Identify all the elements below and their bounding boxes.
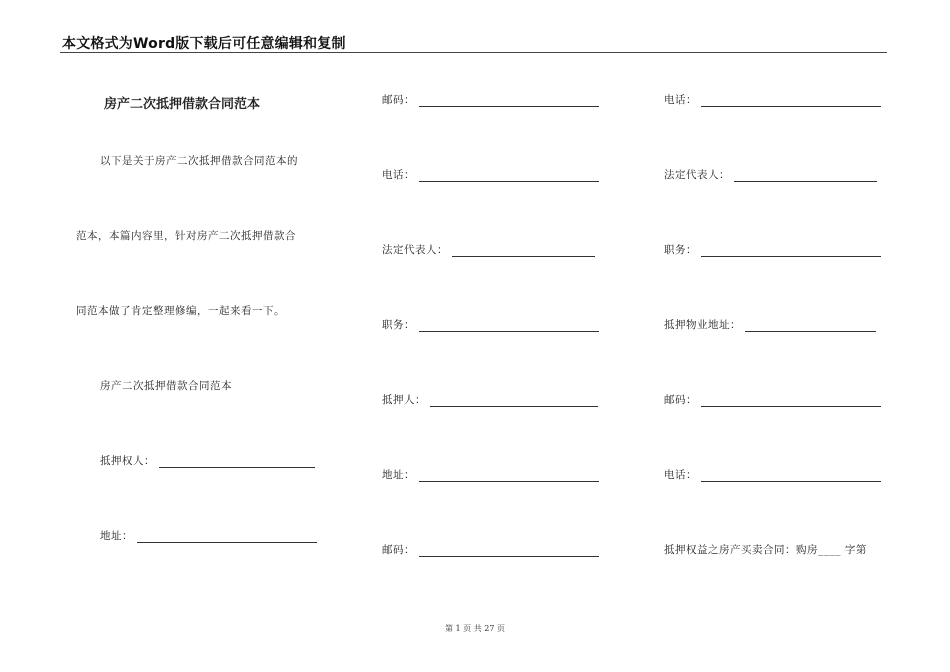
- postcode-blank-line-3: [701, 396, 881, 407]
- mortgagee-field: [100, 453, 315, 468]
- property-address-blank-line: [745, 321, 876, 332]
- address-field: [100, 528, 317, 543]
- mortgagee-label: 抵押权人：: [100, 455, 155, 467]
- intro-line-2: 范本，本篇内容里，针对房产二次抵押借款合: [76, 230, 296, 242]
- phone-label-3a: 电话：: [664, 94, 697, 106]
- position-label-3: 职务：: [664, 244, 697, 256]
- phone-blank-line: [419, 171, 599, 182]
- legal-rep-label: 法定代表人：: [382, 244, 448, 256]
- address-blank-line: [137, 532, 317, 543]
- mortgagor-blank-line: [430, 396, 598, 407]
- document-title: 房产二次抵押借款合同范本: [104, 97, 261, 112]
- phone-blank-line-3a: [701, 96, 881, 107]
- position-label: 职务：: [382, 319, 415, 331]
- postcode-label-1: 邮码：: [382, 94, 415, 106]
- legal-rep-label-3: 法定代表人：: [664, 169, 730, 181]
- mortgagee-blank-line: [159, 457, 315, 468]
- phone-label-3b: 电话：: [664, 469, 697, 481]
- position-blank-line: [419, 321, 599, 332]
- postcode-blank-line-2: [419, 546, 599, 557]
- legal-rep-blank-line-3: [734, 171, 877, 182]
- phone-field-3b: [664, 467, 881, 482]
- postcode-field-3: [664, 392, 881, 407]
- legal-rep-blank-line: [452, 246, 595, 257]
- address-label: 地址：: [100, 530, 133, 542]
- page-number: 第 1 页 共 27 页: [445, 624, 505, 633]
- address-blank-line-2: [419, 471, 599, 482]
- property-address-field: [664, 317, 876, 332]
- legal-rep-field-3: [664, 167, 877, 182]
- postcode-label-2: 邮码：: [382, 544, 415, 556]
- phone-field: [382, 167, 599, 182]
- header-rule: [60, 52, 887, 53]
- position-field: [382, 317, 599, 332]
- intro-line-3: 同范本做了肯定整理修编，一起来看一下。: [76, 305, 285, 317]
- phone-blank-line-3b: [701, 471, 881, 482]
- document-header-title: 本文格式为Word版下载后可任意编辑和复制: [62, 36, 346, 52]
- property-address-label: 抵押物业地址：: [664, 319, 741, 331]
- contract-subtitle: 房产二次抵押借款合同范本: [100, 380, 232, 392]
- postcode-field-1: [382, 92, 599, 107]
- postcode-field-2: [382, 542, 599, 557]
- position-field-3: [664, 242, 881, 257]
- mortgagor-field: [382, 392, 598, 407]
- postcode-label-3: 邮码：: [664, 394, 697, 406]
- contract-reference-line: 抵押权益之房产买卖合同：购房____ 字第: [664, 544, 867, 556]
- phone-label: 电话：: [382, 169, 415, 181]
- legal-rep-field: [382, 242, 595, 257]
- mortgagor-label: 抵押人：: [382, 394, 426, 406]
- address-label-2: 地址：: [382, 469, 415, 481]
- address-field-2: [382, 467, 599, 482]
- phone-field-3a: [664, 92, 881, 107]
- intro-line-1: 以下是关于房产二次抵押借款合同范本的: [100, 155, 298, 167]
- position-blank-line-3: [701, 246, 881, 257]
- postcode-blank-line-1: [419, 96, 599, 107]
